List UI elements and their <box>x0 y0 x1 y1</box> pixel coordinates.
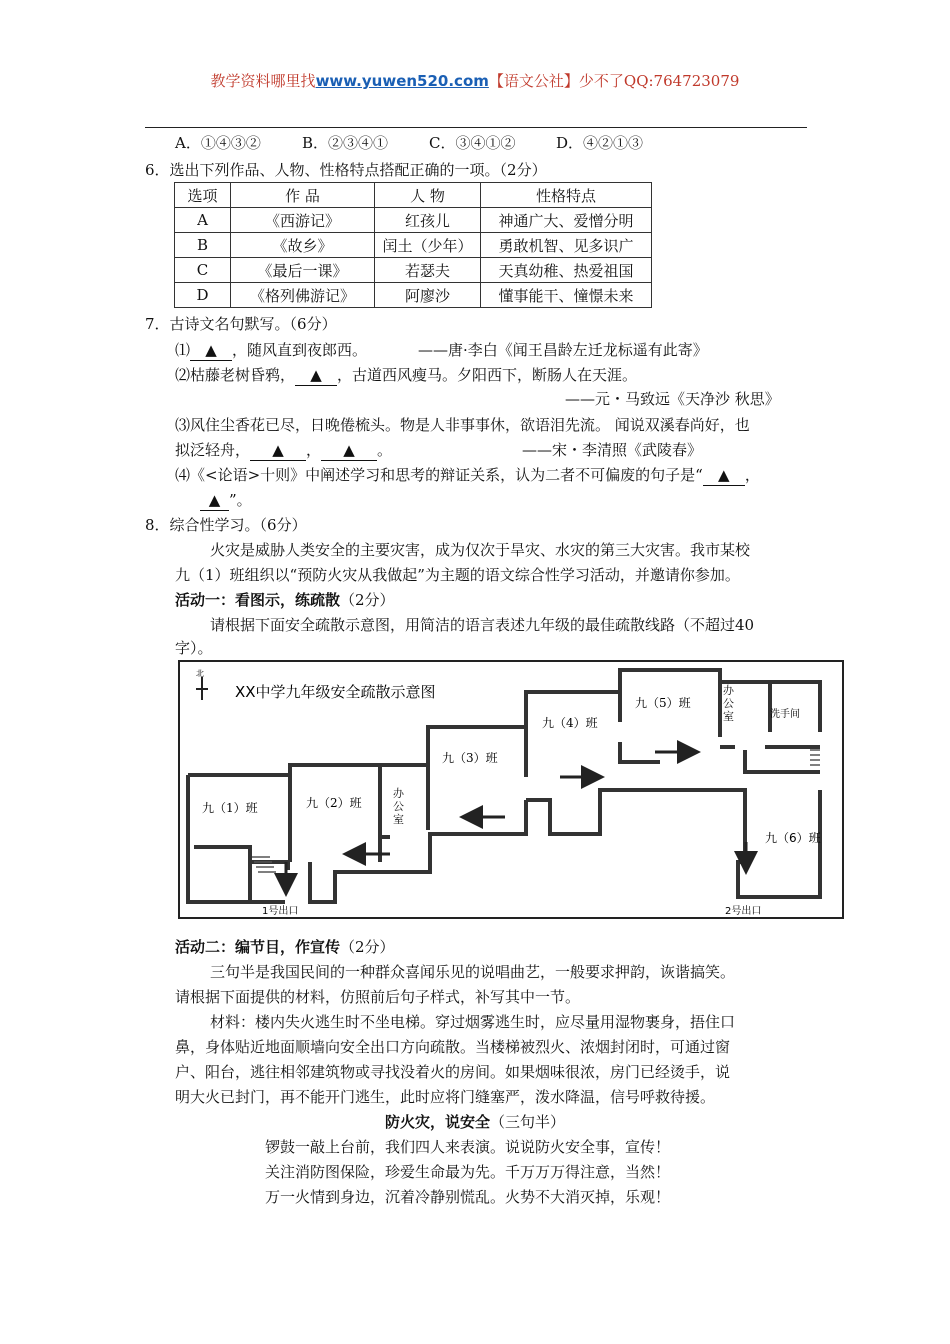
q7-text: ，古道西风瘦马。夕阳西下，断肠人在天涯。 <box>337 366 638 384</box>
room-label: 九（6）班 <box>765 831 821 845</box>
room-label: 九（2）班 <box>306 796 362 810</box>
q7-line-3b <box>175 440 392 461</box>
diagram-title: XX中学九年级安全疏散示意图 <box>235 683 436 701</box>
header-banner <box>0 70 950 91</box>
material-text: 材料：楼内失火逃生时不坐电梯。穿过烟雾逃生时，应尽量用湿物裹身，捂住口 <box>210 1013 736 1031</box>
table-cell: 闰土（少年） <box>375 233 481 258</box>
table-header: 选项 <box>175 183 231 208</box>
activity-2-score: （2分） <box>340 938 395 956</box>
q7-line-3: ⑶风住尘香花已尽，日晚倦梳头。物是人非事事休，欲语泪先流。 闻说双溪春尚好，也 <box>175 416 750 434</box>
q5-option: C．③④①② <box>429 134 516 152</box>
material-text: 鼻，身体贴近地面顺墙向安全出口方向疏散。当楼梯被烈火、浓烟封闭时，可通过窗 <box>175 1038 731 1056</box>
table-cell: 《西游记》 <box>231 208 375 233</box>
table-row <box>175 233 652 258</box>
activity-1-heading <box>175 590 395 610</box>
q5-option: B．②③④① <box>302 134 389 152</box>
exit-label: 1号出口 <box>262 906 299 917</box>
stairs-right <box>810 750 820 765</box>
material-text: 明大火已封门，再不能开门逃生，此时应将门缝塞严，泼水降温，信号呼救待援。 <box>175 1088 716 1106</box>
site-link[interactable]: www.yuwen520.com <box>315 72 489 90</box>
answer-blank[interactable]: ▲ <box>190 340 232 361</box>
q7-line-1 <box>175 340 367 361</box>
table-header: 人 物 <box>375 183 481 208</box>
room-label: 洗手间 <box>770 709 800 720</box>
q7-text: ⑷《<论语>十则》中阐述学习和思考的辩证关系，认为二者不可偏废的句子是“ <box>175 466 703 484</box>
poem-line: 关注消防图保险，珍爱生命最为先。千万万万得注意，当然！ <box>265 1163 671 1181</box>
answer-blank[interactable]: ▲ <box>703 465 745 486</box>
table-cell: D <box>175 283 231 308</box>
q7-line-2 <box>175 365 637 386</box>
table-cell: 红孩儿 <box>375 208 481 233</box>
q7-source: ——唐·李白《闻王昌龄左迁龙标遥有此寄》 <box>418 341 708 359</box>
header-prefix: 教学资料哪里找 <box>210 72 316 90</box>
room-label: 九（3）班 <box>442 751 498 765</box>
table-header-row <box>175 183 652 208</box>
room-label: 九（4）班 <box>542 716 598 730</box>
header-suffix: 【语文公社】少不了QQ:764723079 <box>488 72 740 90</box>
activity-2-text: 三句半是我国民间的一种群众喜闻乐见的说唱曲艺，一般要求押韵，诙谐搞笑。 <box>210 963 736 981</box>
q7-text: 。 <box>377 441 393 459</box>
q8-stem: 8．综合性学习。（6分） <box>145 516 307 534</box>
north-label: 北 <box>196 669 204 678</box>
q5-option: D．④②①③ <box>556 134 644 152</box>
poem-heading <box>385 1112 565 1132</box>
activity-1-title: 活动一：看图示，练疏散 <box>175 591 341 609</box>
activity-1-text: 字）。 <box>175 639 213 657</box>
q8-paragraph: 火灾是威胁人类安全的主要灾害，成为仅次于旱灾、水灾的第三大灾害。我市某校 <box>210 541 751 559</box>
q7-text: ， <box>744 466 760 484</box>
table-header: 性格特点 <box>481 183 652 208</box>
q7-line-4b <box>200 490 252 511</box>
exit-label: 2号出口 <box>725 906 762 917</box>
floor-plan-svg <box>180 662 842 917</box>
table-row <box>175 208 652 233</box>
room-label-vertical: 办公室 <box>393 787 404 826</box>
table-row <box>175 258 652 283</box>
table-cell: 神通广大、爱憎分明 <box>481 208 652 233</box>
activity-2-title: 活动二：编节目，作宣传 <box>175 938 341 956</box>
q7-line-4 <box>175 465 760 486</box>
table-cell: 阿廖沙 <box>375 283 481 308</box>
north-arrow-icon <box>196 677 208 700</box>
table-header: 作 品 <box>231 183 375 208</box>
poem-title: 防火灾，说安全 <box>385 1113 491 1131</box>
table-cell: 《最后一课》 <box>231 258 375 283</box>
q8-paragraph: 九（1）班组织以“预防火灾从我做起”为主题的语文综合性学习活动，并邀请你参加。 <box>175 566 740 584</box>
table-cell: B <box>175 233 231 258</box>
q7-text: ⑵枯藤老树昏鸦， <box>175 366 296 384</box>
q6-table <box>174 182 652 308</box>
activity-1-text: 请根据下面安全疏散示意图，用简洁的语言表述九年级的最佳疏散线路（不超过40 <box>210 616 755 634</box>
q7-num: ⑴ <box>175 341 191 359</box>
table-cell: C <box>175 258 231 283</box>
evacuation-diagram <box>178 660 844 919</box>
answer-blank[interactable]: ▲ <box>321 440 377 461</box>
q7-text: ，随风直到夜郎西。 <box>232 341 368 359</box>
q7-text: ”。 <box>229 491 252 509</box>
q7-text: 拟泛轻舟， <box>175 441 251 459</box>
material-text: 户、阳台，逃往相邻建筑物或寻找没着火的房间。如果烟味很浓，房门已经烫手，说 <box>175 1063 731 1081</box>
table-cell: 《格列佛游记》 <box>231 283 375 308</box>
stairs-left <box>252 857 276 872</box>
table-cell: 若瑟夫 <box>375 258 481 283</box>
poem-line: 锣鼓一敲上台前，我们四人来表演。说说防火安全事，宣传！ <box>265 1138 671 1156</box>
answer-blank[interactable]: ▲ <box>200 490 229 511</box>
q7-source: ——元・马致远《天净沙 秋思》 <box>565 390 780 408</box>
activity-2-text: 请根据下面提供的材料，仿照前后句子样式，补写其中一节。 <box>175 988 581 1006</box>
divider <box>145 127 807 128</box>
room-label: 九（1）班 <box>202 801 258 815</box>
table-cell: 天真幼稚、热爱祖国 <box>481 258 652 283</box>
answer-blank[interactable]: ▲ <box>295 365 337 386</box>
room-label: 九（5）班 <box>635 696 691 710</box>
q7-stem: 7．古诗文名句默写。（6分） <box>145 315 337 333</box>
room-label-vertical: 办公室 <box>723 684 734 723</box>
q6-stem: 6．选出下列作品、人物、性格特点搭配正确的一项。（2分） <box>145 161 547 179</box>
poem-line: 万一火情到身边，沉着冷静别慌乱。火势不大消灭掉，乐观！ <box>265 1188 671 1206</box>
table-cell: 懂事能干、憧憬未来 <box>481 283 652 308</box>
q7-text: ， <box>306 441 322 459</box>
table-cell: 《故乡》 <box>231 233 375 258</box>
q7-source: ——宋・李清照《武陵春》 <box>522 441 703 459</box>
table-cell: A <box>175 208 231 233</box>
answer-blank[interactable]: ▲ <box>250 440 306 461</box>
table-row <box>175 283 652 308</box>
activity-1-score: （2分） <box>340 591 395 609</box>
activity-2-heading <box>175 937 395 957</box>
table-cell: 勇敢机智、见多识广 <box>481 233 652 258</box>
q5-option: A．①④③② <box>175 134 261 152</box>
poem-subtitle: （三句半） <box>490 1113 566 1131</box>
